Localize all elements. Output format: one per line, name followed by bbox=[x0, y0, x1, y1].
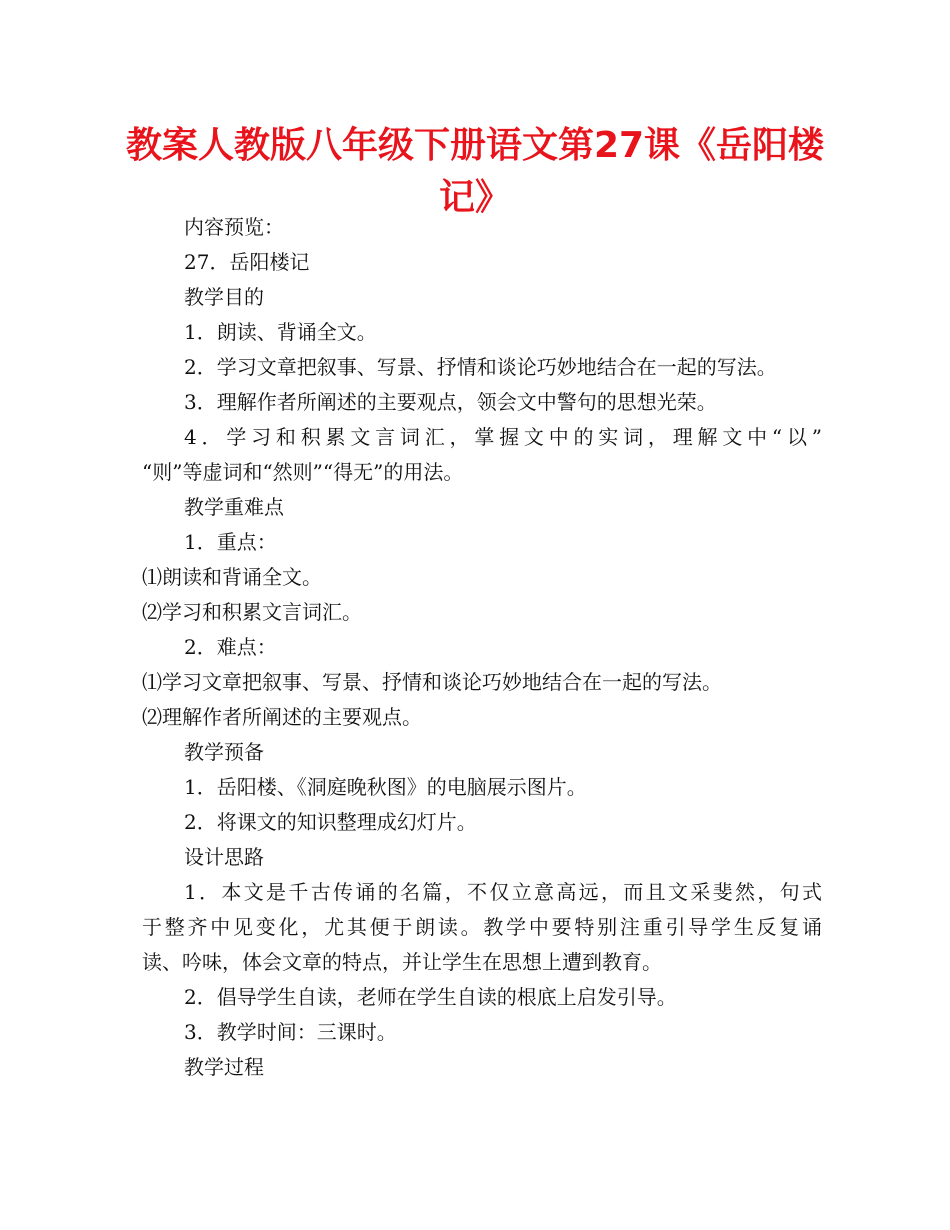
paragraph-line: ⑴学习文章把叙事、写景、抒情和谈论巧妙地结合在一起的写法。 bbox=[142, 670, 722, 694]
section-heading-process: 教学过程 bbox=[184, 1055, 264, 1079]
paragraph-line: 4．学习和积累文言词汇，掌握文中的实词，理解文中“以” bbox=[184, 425, 822, 449]
paragraph-line: ⑵理解作者所阐述的主要观点。 bbox=[142, 705, 422, 729]
paragraph-line: 2．将课文的知识整理成幻灯片。 bbox=[184, 810, 477, 834]
paragraph-line: 3．理解作者所阐述的主要观点，领会文中警句的思想光荣。 bbox=[184, 390, 717, 414]
paragraph-line: ⑵学习和积累文言词汇。 bbox=[142, 600, 362, 624]
paragraph-line: “则”等虚词和“然则”“得无”的用法。 bbox=[142, 460, 464, 484]
lesson-heading: 27．岳阳楼记 bbox=[184, 250, 310, 274]
paragraph-line: 2．倡导学生自读，老师在学生自读的根底上启发引导。 bbox=[184, 985, 677, 1009]
paragraph-line: 2．难点： bbox=[184, 635, 277, 659]
paragraph-line: 1．岳阳楼、《洞庭晚秋图》的电脑展示图片。 bbox=[184, 775, 587, 799]
paragraph-line: 1．朗读、背诵全文。 bbox=[184, 320, 377, 344]
section-heading-design: 设计思路 bbox=[184, 845, 264, 869]
document-title: 教案人教版八年级下册语文第27课《岳阳楼记》 bbox=[125, 125, 825, 218]
paragraph-line: 读、吟味，体会文章的特点，并让学生在思想上遭到教育。 bbox=[142, 950, 662, 974]
paragraph-line: 1．重点： bbox=[184, 530, 277, 554]
paragraph-line: 2．学习文章把叙事、写景、抒情和谈论巧妙地结合在一起的写法。 bbox=[184, 355, 777, 379]
paragraph-line: 1．本文是千古传诵的名篇，不仅立意高远，而且文采斐然，句式 bbox=[184, 880, 822, 904]
section-heading-key-points: 教学重难点 bbox=[184, 495, 284, 519]
paragraph-line: 于整齐中见变化，尤其便于朗读。教学中要特别注重引导学生反复诵 bbox=[142, 915, 822, 939]
paragraph-line: 3．教学时间：三课时。 bbox=[184, 1020, 397, 1044]
document-body bbox=[142, 210, 822, 1085]
section-heading-objectives: 教学目的 bbox=[184, 285, 264, 309]
paragraph-line: ⑴朗读和背诵全文。 bbox=[142, 565, 322, 589]
section-heading-preparation: 教学预备 bbox=[184, 740, 264, 764]
section-label-preview: 内容预览： bbox=[184, 215, 284, 239]
